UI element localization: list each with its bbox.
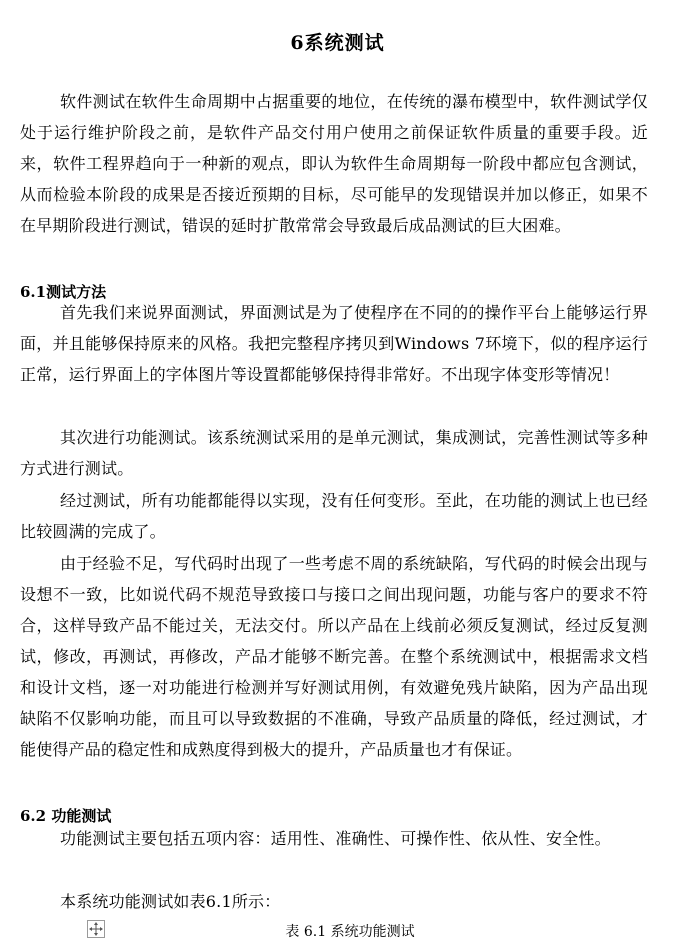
intro-paragraph: 软件测试在软件生命周期中占据重要的地位，在传统的瀑布模型中，软件测试学仅处于运行维护阶段之前，是软件产品交付用户使用之前保证软件质量的重要手段。近来，软件工程界趋向于一种新的观点，即认为软件生命周期每一阶段中都应包含测试，从而检验本阶段的成果是否接近预期的目标，尽可能早的发现错误并加以修正，如果不在早期阶段进行测试，错误的延时扩散常常会导致最后成品测试的巨大困难。 <box>20 92 648 235</box>
paragraph-interface-test: 首先我们来说界面测试，界面测试是为了使程序在不同的的操作平台上能够运行界面，并且能够保持原来的风格。我把完整程序拷贝到Windows 7环境下，似的程序运行正常，运行界面上的字体图片等设置都能够保持得非常好。不出现字体变形等情况！ <box>20 303 648 384</box>
paragraph-table-intro: 本系统功能测试如表6.1所示： <box>60 892 281 911</box>
section-heading-6-2: 6.2 功能测试 <box>20 807 112 825</box>
paragraph-function-items: 功能测试主要包括五项内容：适用性、准确性、可操作性、依从性、安全性。 <box>60 829 611 848</box>
section-heading-6-1: 6.1测试方法 <box>20 283 107 301</box>
paragraph-test-result: 经过测试，所有功能都能得以实现，没有任何变形。至此，在功能的测试上也已经比较圆满的完成了。 <box>20 491 648 541</box>
paragraph-defects: 由于经验不足，写代码时出现了一些考虑不周的系统缺陷，写代码的时候会出现与设想不一致，比如说代码不规范导致接口与接口之间出现问题，功能与客户的要求不符合，这样导致产品不能过关，无法交付。所以产品在上线前必须反复测试，经过反复测试，修改，再测试，再修改，产品才能够不断完善。在整个系统测试中，根据需求文档和设计文档，逐一对功能进行检测并写好测试用例，有效避免残片缺陷，因为产品出现缺陷不仅影响功能，而且可以导致数据的不准确，导致产品质量的降低，经过测试，才能使得产品的稳定性和成熟度得到极大的提升，产品质量也才有保证。 <box>20 554 648 759</box>
page-title: 6系统测试 <box>290 32 385 54</box>
paragraph-function-test: 其次进行功能测试。该系统测试采用的是单元测试，集成测试，完善性测试等多种方式进行测试。 <box>20 428 648 478</box>
table-caption: 表 6.1 系统功能测试 <box>285 924 415 940</box>
